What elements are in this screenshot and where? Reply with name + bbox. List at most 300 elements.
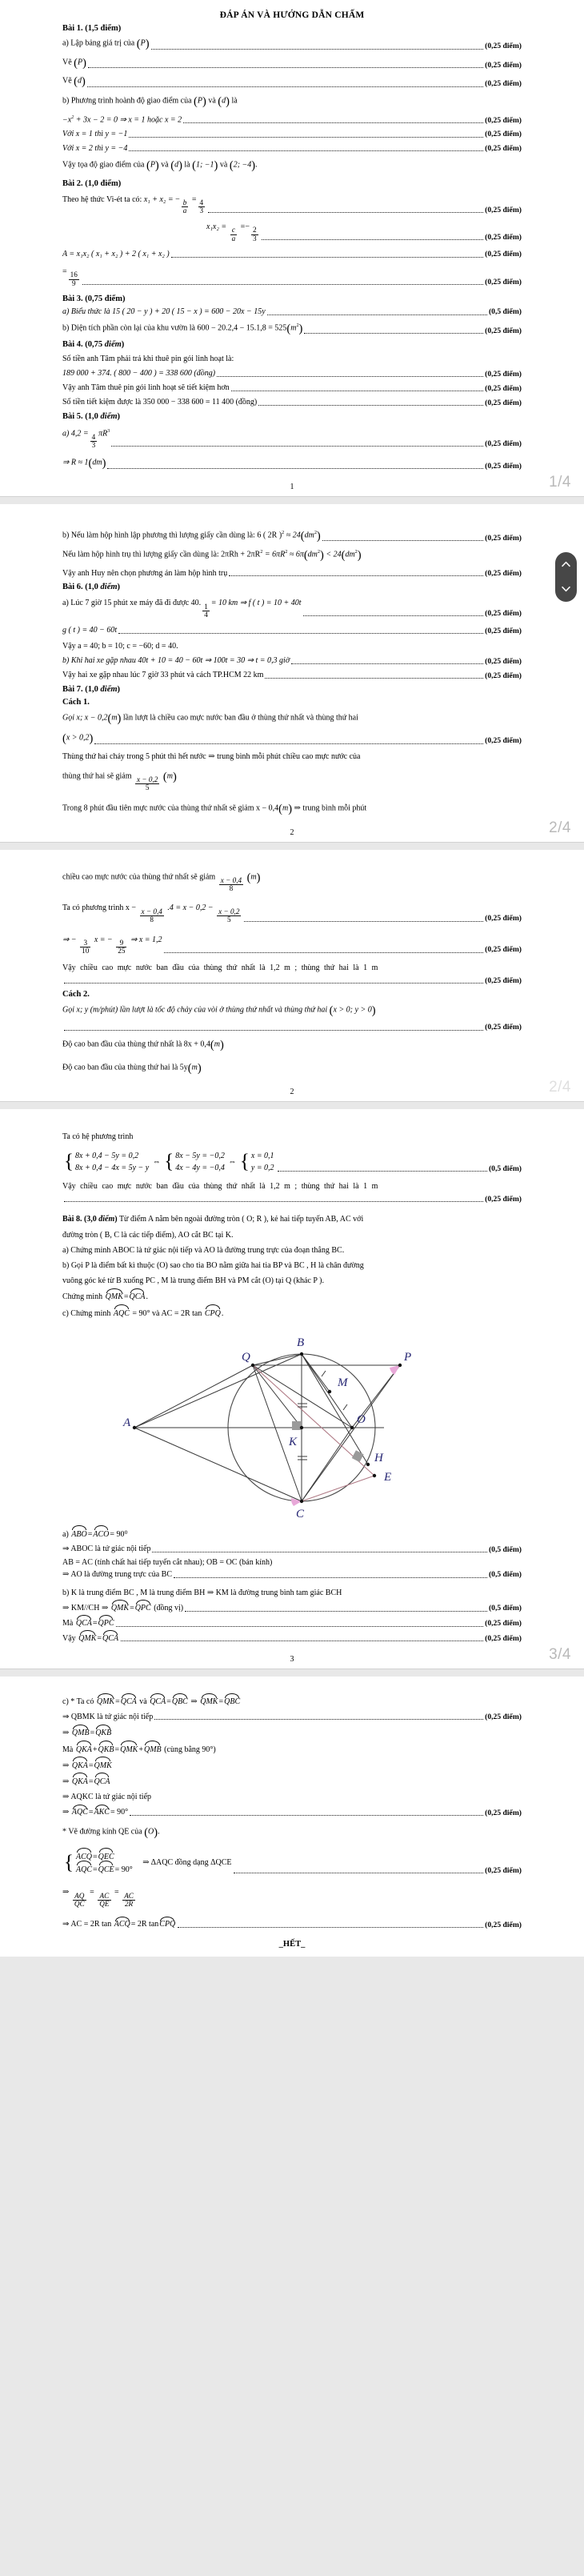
bai7-s-den1: 10 [82, 947, 90, 955]
bai2-b: b [182, 198, 187, 207]
angle-qmk: QMK [105, 1292, 123, 1302]
bai7-thung2-post-text: thùng thứ hai sẽ giảm [62, 771, 132, 781]
page-number: 2 [290, 1087, 294, 1096]
sol-c4-post: (cùng bằng 90°) [164, 1745, 216, 1754]
system-3: { x = 0,1 y = 0,2 [239, 1151, 274, 1173]
bai8-sol-c2 [62, 1713, 522, 1723]
angle-qca: QCA [129, 1292, 146, 1302]
score: (0,25 điểm) [485, 60, 522, 70]
bai8-qb3-pre: Chứng minh [62, 1292, 103, 1302]
angle-qca: QCA [120, 1697, 137, 1707]
bai8-sol-c8 [62, 1807, 522, 1818]
document-page-3 [0, 1109, 584, 1669]
score: (0,25 điểm) [485, 609, 522, 619]
eq: = [88, 1761, 94, 1770]
leader-dots [278, 1166, 487, 1172]
bai3-b-text: b) Diện tích phần còn lại của khu vườn là 600 − 20.2,4 − 15.1,8 = 525 [62, 323, 287, 333]
chevron-up-icon[interactable] [562, 559, 571, 569]
bai4-line3 [62, 383, 522, 394]
r3-den: 2R [124, 1899, 134, 1908]
bai5-r-line: ⇒ R ≈ 1(dm) (0,25 điểm) [62, 457, 522, 471]
angle-qec: QEC [98, 1850, 114, 1863]
system-1: { 8x + 0,4 − 5y = 0,2 8x + 0,4 − 4x = 5y − y [64, 1151, 150, 1173]
bai4-head-it: điểm [104, 340, 122, 350]
eq: = [114, 1745, 120, 1754]
eq: = [93, 1853, 98, 1862]
bai7-chieu-pre: chiều cao mực nước của thùng thứ nhất sẽ giảm [62, 872, 216, 882]
score: (0,25 điểm) [485, 250, 522, 259]
score: (0,25 điểm) [485, 326, 522, 335]
leader-dots [154, 1714, 483, 1720]
bai2-viet-label: Theo hệ thức Vi-ét ta có: [62, 194, 142, 204]
angle-qkb: QKB [98, 1745, 114, 1754]
bai7-cond: x > 0,2 [66, 733, 90, 743]
bai7-pt-den1: 8 [150, 915, 154, 924]
score: (0,25 điểm) [485, 656, 522, 666]
bai7-s-den2: 25 [118, 947, 126, 955]
bai8-head-it: điểm [98, 1215, 115, 1224]
score: (0,25 điểm) [485, 1713, 522, 1722]
bai7-system-line [62, 1150, 522, 1174]
page-separator [0, 496, 584, 504]
leader-dots [87, 82, 483, 87]
bai2-minus: − [175, 194, 180, 204]
bai7-c2-ketluan: Vậy chiều cao mực nước ban đầu của thùng thứ nhất là 1,2 m ; thùng thứ hai là 1 m [62, 1182, 378, 1192]
bai2-eq2: = [240, 222, 246, 231]
bai7-c2-cond: x > 0; y > 0 [333, 1005, 372, 1015]
leader-dots [118, 628, 483, 634]
sol-c6-pre: ⇒ [62, 1777, 70, 1786]
bai7-pt-den2: 5 [226, 915, 231, 924]
figure-label-C: C [296, 1507, 305, 1520]
leader-dots [217, 371, 483, 377]
leader-dots [64, 1025, 483, 1031]
angle-cpq: CPQ [159, 1920, 176, 1929]
bai2-x1x2: x₁ + x₂ = [143, 194, 174, 204]
bai7-head-it: điểm [100, 685, 118, 695]
period: . [158, 1827, 160, 1837]
leader-dots [121, 1636, 483, 1641]
bai4-head-pre: Bài 4. (0,75 [62, 340, 105, 350]
bai7-c2-score [62, 1023, 522, 1032]
bai7-trong8-post: ⇒ trung bình mỗi phút [294, 803, 367, 813]
geometry-figure [62, 1324, 522, 1524]
bai1-b-of1: P [197, 96, 202, 106]
bai7-trong8-unit: m [282, 803, 289, 813]
bai5-tru-unit: dm [307, 550, 318, 559]
leader-dots [171, 252, 483, 258]
score: (0,5 điểm) [488, 307, 522, 317]
bai2-prod-label: x₁x₂ = [206, 222, 227, 231]
sol-c5-pre: ⇒ [62, 1761, 70, 1770]
bai8-stem1 [62, 1214, 522, 1224]
bai5-b-post: ≈ 24 [286, 531, 301, 540]
angle-qca: QCA [150, 1697, 166, 1707]
page-number: 3 [290, 1655, 294, 1665]
bai2-minus2: − [245, 222, 250, 231]
bai8-ratio [62, 1887, 522, 1908]
bai5-b-unit-sup: 2 [314, 530, 317, 536]
bai5-b-sup: 2 [282, 530, 285, 536]
bai5-tru-sup: 2 [260, 549, 263, 555]
score: (0,25 điểm) [485, 232, 522, 242]
leader-dots [244, 916, 483, 922]
bai1-eq1-line: $-x^2 + 3x - 2 = 0$ ⇒ x = 1 hoặc x = 2 (0,25 điểm) [62, 114, 522, 125]
bai7-t2-den: 5 [145, 783, 150, 792]
score: (0,25 điểm) [485, 369, 522, 379]
score: (0,25 điểm) [485, 383, 522, 393]
leader-dots [265, 673, 483, 679]
score: (0,25 điểm) [485, 1195, 522, 1204]
bai8-sol-a-tc: AB = AC (tính chất hai tiếp tuyến cắt nhau); OB = OC (bán kính) [62, 1557, 273, 1567]
bai5-r-pre: ⇒ R ≈ 1 [62, 458, 89, 467]
sys1-row2: 8x + 0,4 − 4x = 5y − y [75, 1164, 150, 1173]
leader-dots [116, 1621, 483, 1627]
bai2-4: 4 [199, 198, 204, 207]
score: (0,25 điểm) [485, 626, 522, 635]
eq: = [92, 1618, 98, 1628]
figure-label-H: H [374, 1451, 383, 1464]
bai5-tru-mid-sup: 2 [285, 549, 288, 555]
bai7-goi-line: Gọi x; x − 0,2(m) lần lượt là chiều cao mực nước ban đầu ở thùng thứ nhất và thùng thứ hai [62, 712, 358, 726]
sys3-row1: x = 0,1 [250, 1152, 274, 1161]
bai2-a2: a [231, 234, 236, 242]
leader-dots [322, 535, 483, 541]
bai1-ve2-of: d [78, 76, 82, 86]
figure-label-O: O [357, 1412, 366, 1426]
score: (0,25 điểm) [485, 569, 522, 579]
bai5-a-post: πR [98, 429, 108, 439]
eq: = [166, 1697, 171, 1707]
bai6-a-line [62, 599, 522, 619]
bai8-qb1: b) Gọi P là điểm bất kì thuộc (O) sao cho tia BO nằm giữa hai tia BP và BC , H là chân đường [62, 1261, 364, 1271]
bai4-line3-text: Vậy anh Tâm thuê pin gói linh hoạt sẽ tiết kiệm hơn [62, 383, 230, 393]
bai2-16: 16 [70, 270, 78, 279]
angle-abo: ABO [71, 1529, 87, 1539]
score: (0,25 điểm) [485, 205, 522, 214]
bai4-line4-text: Số tiền tiết kiệm được là 350 000 − 338 600 = 11 400 (đồng) [62, 398, 258, 407]
bai1-b-label: b) Phương trình hoành độ giao điểm của (P) và (d) là [62, 94, 238, 108]
angle-acq: ACQ [114, 1920, 130, 1929]
bai8-sol-b1: b) K là trung điểm BC , M là trung điểm BH ⇒ KM là đường trung bình tam giác BCH [62, 1588, 342, 1597]
plus: + [138, 1745, 143, 1754]
bai7-pt-pre: Ta có phương trình x − [62, 903, 137, 913]
bai5-head-post: ) [117, 411, 121, 421]
bai1-b-is: là [231, 96, 238, 106]
bai7-head-pre: Bài 7. (1,0 [62, 685, 101, 695]
leader-dots [64, 978, 483, 984]
score: (0,5 điểm) [488, 1164, 522, 1173]
bai8-sol-b2 [62, 1603, 522, 1614]
leader-dots [262, 234, 484, 240]
bai4-line2-text: 189 000 + 374. ( 800 − 400 ) = 338 600 (đồng) [62, 369, 216, 379]
bai1-point2: 2; −4 [233, 161, 252, 170]
bai7-ketluan-score [62, 976, 522, 986]
bai2-a: a [182, 206, 187, 215]
angle-qca: QCA [102, 1633, 119, 1643]
bai3-a-text: a) Biểu thức là 15 ( 20 − y ) + 20 ( 15 − x ) = 600 − 20x − 15y [62, 306, 266, 316]
bai2-res-eq: = [62, 266, 67, 276]
bai7-c2-h2-unit: m [191, 1063, 198, 1072]
bai1-ve1-label: Vẽ [62, 58, 72, 67]
bai6-1: 1 [204, 602, 208, 611]
angle-qka: QKA [71, 1777, 88, 1786]
bai6-meet-text: Vậy hai xe gặp nhau lúc 7 giờ 33 phút và cách TP.HCM 22 km [62, 671, 264, 680]
bai7-goi-post: lần lượt là chiều cao mực nước ban đầu ở thùng thứ nhất và thùng thứ hai [122, 713, 358, 723]
score: (0,25 điểm) [485, 671, 522, 680]
system-angles: { ACQ=QEC AQC=QCE= 90° [64, 1850, 133, 1876]
r3-num: AC [124, 1891, 134, 1900]
angle-qbc: QBC [171, 1697, 188, 1707]
angle-qmk: QMK [200, 1697, 218, 1707]
sol-c1-va: và [139, 1697, 147, 1707]
bai7-he-label: Ta có hệ phương trình [62, 1132, 134, 1141]
bai5-tru-end: ≈ 6π [289, 550, 304, 559]
bai1-ve2-label: Vẽ [62, 76, 72, 86]
implies: ⇒ [190, 1697, 198, 1707]
bai5-tru-unit2: dm [345, 550, 355, 559]
chevron-down-icon[interactable] [562, 584, 571, 594]
bai8-qa: a) Chứng minh ABOC là tứ giác nội tiếp và AO là đường trung trực của đoạn thẳng BC. [62, 1245, 345, 1255]
bai7-pt-num1: x − 0,4 [141, 907, 162, 915]
bai8-sol-c9: * Vẽ đường kính QE của (O). [62, 1826, 160, 1840]
score: (0,25 điểm) [485, 1920, 522, 1929]
bai7-goi-unit: m [111, 713, 118, 723]
bai7-pt-line [62, 903, 522, 923]
sys2-row2: 4x − 4y = −0,4 [175, 1164, 225, 1173]
leader-dots [291, 659, 483, 664]
leader-dots [151, 44, 484, 50]
score: (0,25 điểm) [485, 736, 522, 746]
sol-a-pre: a) [62, 1529, 69, 1539]
bai1-voi1-line [62, 130, 522, 140]
score: (0,25 điểm) [485, 976, 522, 985]
bai1-a-line: a) Lập bảng giá trị của (P) (0,25 điểm) [62, 38, 522, 51]
leader-dots [178, 1922, 483, 1928]
bai7-s-num2: 9 [116, 939, 126, 947]
bai3-unit: m [290, 323, 297, 333]
bai8-sol-b3 [62, 1618, 522, 1629]
bai7-c2-ketluan-score [62, 1195, 522, 1204]
bai1-heading: Bài 1. (1,5 điểm) [62, 24, 122, 33]
page-title: ĐÁP ÁN VÀ HƯỚNG DẪN CHẤM [219, 10, 365, 20]
bai1-ve1-of: P [78, 58, 83, 67]
bai7-solve-line [62, 935, 522, 955]
bai1-b-of2: d [222, 96, 226, 106]
bai7-c2-h1: Độ cao ban đầu của thùng thứ nhất là 8x + 0,4(m) [62, 1038, 224, 1052]
page-indicator: 1/4 [549, 473, 571, 491]
bai7-pt-num2: x − 0,2 [218, 907, 240, 915]
bai8-sol-c7: ⇒ AQKC là tứ giác nội tiếp [62, 1793, 152, 1802]
score: (0,25 điểm) [485, 1865, 522, 1875]
final-pre: ⇒ AC = 2R tan [62, 1920, 112, 1929]
bai8-sim-line [62, 1850, 522, 1876]
r1-num: AQ [73, 1893, 86, 1901]
bai4-line1: Số tiền anh Tâm phải trả khi thuê pin gói linh hoạt là: [62, 355, 234, 364]
bai5-tru-lt: < 24 [326, 550, 342, 559]
bai6-head-post: ) [117, 583, 121, 592]
scroll-navigation[interactable] [555, 552, 577, 602]
bai7-chieu-num: x − 0,4 [220, 875, 242, 884]
bai5-a-sup: 3 [107, 427, 110, 434]
bai7-cond-line: (x > 0,2) (0,25 điểm) [62, 732, 522, 746]
system-2: { 8x − 5y = −0,2 4x − 4y = −0,4 [164, 1151, 225, 1173]
bai2-3b: 3 [252, 234, 257, 242]
bai5-tru-text: Nếu làm hộp hình trụ thì lượng giấy cần dùng là: 2πRh + 2πR [62, 550, 261, 559]
bai7-c2-goi: Gọi x; y (m/phút) lần lượt là tốc độ chảy của vòi ở thùng thứ nhất và thùng thứ hai (x > 0; y > 0) [62, 1004, 376, 1018]
sol-c2-text: ⇒ QBMK là tứ giác nội tiếp [62, 1712, 154, 1721]
leader-dots [64, 1196, 483, 1202]
bai2-2: 2 [252, 226, 257, 234]
bai3-a-line [62, 307, 522, 318]
score: (0,25 điểm) [485, 130, 522, 139]
sol-c4-pre: Mà [62, 1745, 74, 1754]
bai4-head-post: ) [121, 340, 125, 350]
bai1-ve-p-line: Vẽ (P) (0,25 điểm) [62, 56, 522, 70]
bai5-a-line [62, 428, 522, 449]
bai1-concl-pre: Vậy tọa độ giao điểm của [62, 161, 145, 170]
angle-qmb: QMB [71, 1729, 90, 1738]
leader-dots [94, 739, 483, 744]
eq: = [130, 1603, 134, 1613]
document-page-4 [0, 1677, 584, 1957]
bai5-4: 4 [91, 432, 96, 441]
sol-c9-of: O [148, 1827, 154, 1837]
leader-dots [234, 1868, 484, 1873]
r2-num: AC [98, 1893, 110, 1901]
bai5-tru-unit2-sup: 2 [354, 549, 358, 555]
bai1-conclusion: Vậy tọa độ giao điểm của (P) và (d) là (1; −1) và (2; −4). [62, 159, 258, 173]
angle-qbc: QBC [224, 1697, 241, 1707]
bai2-A-expr: A = x₁x₂ ( x₁ + x₂ ) + 2 ( x₁ + x₂ ) [62, 249, 170, 258]
leader-dots [82, 279, 483, 285]
bai5-a-pre: a) 4,2 = [62, 429, 89, 439]
bai4-line4 [62, 398, 522, 408]
bai5-r-unit: dm [92, 458, 102, 467]
leader-dots [183, 118, 483, 123]
iff-2: ⇔ [228, 1157, 237, 1167]
score: (0,25 điểm) [485, 439, 522, 449]
angle-qca: QCA [75, 1618, 92, 1628]
sys-r2-post: = 90° [114, 1865, 133, 1875]
bai7-chieu-unit: m [250, 872, 257, 882]
figure-label-E: E [384, 1470, 392, 1484]
bai5-huy-line [62, 569, 522, 579]
angle-qpc: QPC [98, 1618, 114, 1628]
bai6-a-pre: a) Lúc 7 giờ 15 phút xe máy đã đi được 40. [62, 599, 202, 608]
score: (0,25 điểm) [485, 534, 522, 543]
figure-label-P: P [404, 1350, 412, 1364]
bai1-eq1-rest: + 3x − 2 = 0 ⇒ x = 1 hoặc x = 2 [75, 115, 182, 125]
leader-dots [267, 310, 487, 315]
bai1-concl-is: là [184, 161, 190, 170]
ratio-pre: ⇒ [62, 1888, 70, 1897]
score: (0,25 điểm) [485, 914, 522, 923]
period: . [221, 1308, 224, 1318]
sol-a-trungtruc: ⇒ AO là đường trung trực của BC [62, 1569, 172, 1579]
sol-c3-pre: ⇒ [62, 1729, 70, 1738]
bai8-qc [62, 1308, 522, 1319]
bai1-voi2: Với x = 2 thì y = −4 [62, 143, 128, 153]
bai1-ve-d-line: Vẽ (d) (0,25 điểm) [62, 75, 522, 89]
page-indicator: 2/4 [549, 819, 571, 836]
bai7-solve-mid: x = − [94, 935, 113, 944]
bai2-A-line [62, 250, 522, 260]
r1-den: QC [74, 1899, 85, 1908]
bai7-c2-h2-pre: Độ cao ban đầu của thùng thứ hai là 5y [62, 1063, 188, 1072]
leader-dots [208, 207, 483, 213]
bai8-sol-a [62, 1528, 522, 1540]
r2-den: QE [99, 1899, 110, 1908]
leader-dots [185, 1606, 487, 1612]
bai7-t2-num: x − 0,2 [137, 775, 158, 783]
bai3-unit-sup: 2 [296, 322, 299, 328]
bai6-b-line [62, 656, 522, 667]
bai1-concl-mid2: và [219, 161, 228, 170]
angle-qka: QKA [71, 1761, 88, 1770]
bai8-stem1-text: Từ điểm A nằm bên ngoài đường tròn ( O; R ), kẻ hai tiếp tuyến AB, AC với [117, 1215, 364, 1224]
angle-qpc: QPC [134, 1603, 151, 1613]
sys3-row2: y = 0,2 [250, 1164, 274, 1173]
leader-dots [174, 1572, 487, 1578]
angle-qka: QKA [75, 1745, 92, 1754]
bai6-head-it: điểm [100, 583, 118, 592]
bai7-head-post: ) [117, 685, 121, 695]
leader-dots [152, 1547, 487, 1552]
angle-qmb: QMB [144, 1745, 162, 1754]
bai2-heading: Bài 2. (1,0 điểm) [62, 178, 122, 188]
bai8-qc-pre: c) Chứng minh [62, 1308, 111, 1318]
eq: = [88, 1777, 94, 1786]
sol-c8-pre: ⇒ [62, 1808, 70, 1817]
sim-text: ⇒ ΔAQC đồng dạng ΔQCE [142, 1858, 232, 1868]
bai8-sol-c3 [62, 1727, 522, 1738]
eq: = [114, 1888, 119, 1897]
angle-cpq: CPQ [204, 1308, 221, 1318]
bai7-trong8-pre: Trong 8 phút đầu tiên mực nước của thùng thứ nhất sẽ giảm x − 0,4 [62, 803, 279, 813]
bai5-tru-unit-sup: 2 [317, 549, 320, 555]
bai1-b-and: và [208, 96, 216, 106]
bai8-stem2: đường tròn ( B, C là các tiếp điểm), AO cắt BC tại K. [62, 1230, 234, 1240]
bai2-viet-line [62, 195, 522, 215]
bai6-g-text: g ( t ) = 40 − 60t [62, 626, 118, 635]
bai3-b-line: b) Diện tích phần còn lại của khu vườn là $600 - 20.2,4 - 15.1,8 = 525(m^2)$ (0,25 điểm) [62, 322, 522, 335]
sol-a-post: = 90⁰ [110, 1529, 128, 1539]
period: . [146, 1292, 149, 1302]
bai7-thung2-pre: Thùng thứ hai chảy trong 5 phút thì hết nước ⇒ trung bình mỗi phút chiều cao mực nước của [62, 751, 361, 761]
bai8-head-post: ) [114, 1215, 118, 1224]
eq: = [90, 1729, 95, 1738]
document-page-2-cont [0, 850, 584, 1101]
bai5-huy-text: Vậy anh Huy nên chọn phương án làm hộp hình trụ [62, 568, 228, 578]
angle-qca: QCA [94, 1777, 110, 1786]
bai6-vay-abcd: Vậy a = 40; b = 10; c = −60; d = 40. [62, 642, 178, 651]
score: (0,25 điểm) [485, 398, 522, 407]
bai1-voi1: Với x = 1 thì y = −1 [62, 129, 128, 138]
bai5-head-it: điểm [100, 411, 118, 421]
sol-b3-pre: Mà [62, 1618, 74, 1628]
sys2-row1: 8x − 5y = −0,2 [175, 1152, 225, 1161]
leader-dots [258, 400, 483, 406]
bai7-solve-pre: ⇒ − [62, 935, 77, 944]
score: (0,25 điểm) [485, 945, 522, 955]
bai6-meet-line [62, 671, 522, 681]
bai2-prod-line [62, 222, 522, 242]
score: (0,5 điểm) [488, 1604, 522, 1613]
bai2-3: 3 [199, 206, 204, 215]
bai8-sol-c5 [62, 1760, 522, 1771]
angle-akc: AKC [94, 1808, 110, 1817]
